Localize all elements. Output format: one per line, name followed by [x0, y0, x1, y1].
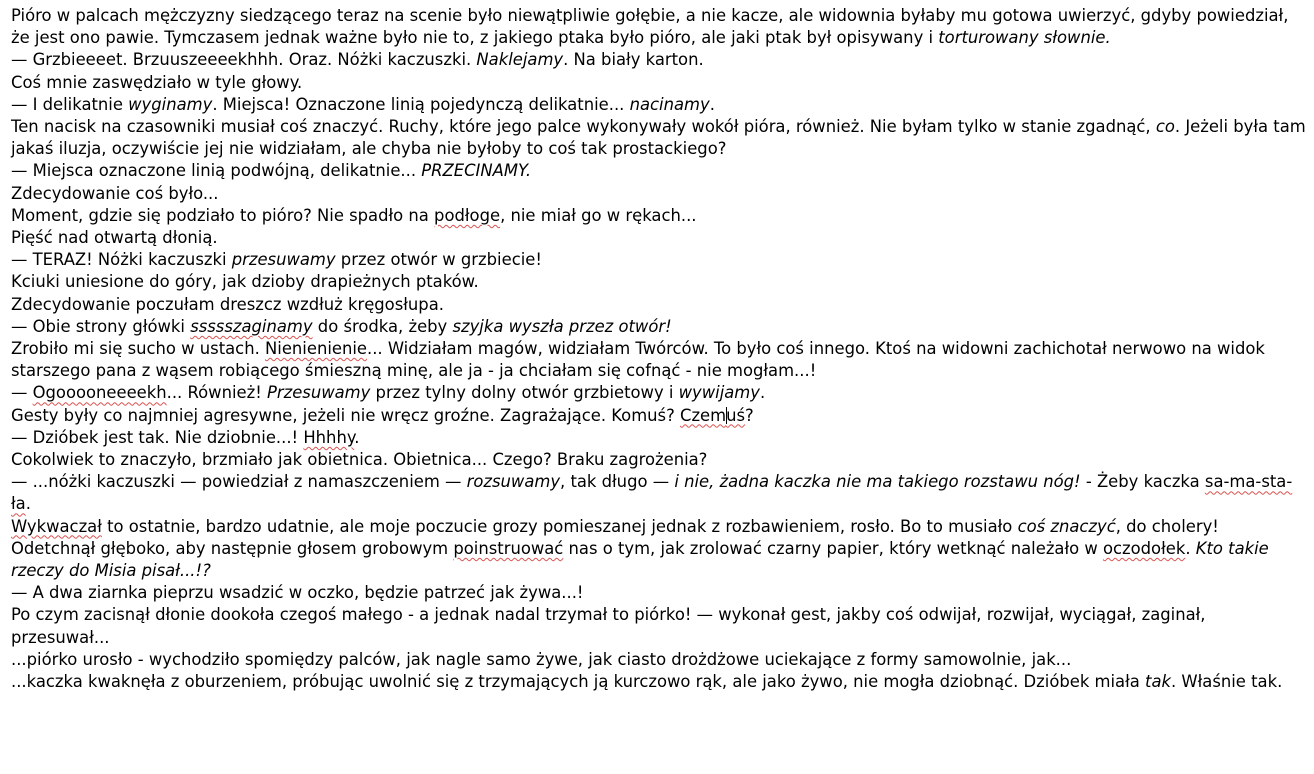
italic-text-run: szyjka wyszła przez otwór! [452, 316, 672, 336]
text-run: — Obie strony główki [11, 316, 191, 336]
text-run: ... Również! [166, 383, 267, 403]
text-run: Gesty były co najmniej agresywne, jeżeli nie wręcz groźne. Zagrażające. Komuś? [11, 405, 680, 425]
paragraph [11, 471, 1306, 515]
text-run: Cokolwiek to znaczyło, brzmiało jak obietnica. Obietnica... Czego? Braku zagrożenia? [11, 450, 708, 470]
text-run: sa-ma-sta-ła [11, 472, 1293, 514]
text-run: uś [726, 405, 746, 425]
paragraph [11, 227, 1306, 249]
text-run: Moment, gdzie się podziało to pióro? Nie spadło na [11, 205, 435, 225]
text-run: Hhhhy [303, 427, 355, 447]
text-run: — A dwa ziarnka pieprzu wsadzić w oczko, będzie patrzeć jak żywa...! [11, 583, 584, 603]
italic-text-run: coś znaczyć [1017, 516, 1116, 536]
text-run: — ...nóżki kaczuszki — powiedział z namaszczeniem — [11, 472, 467, 492]
text-run: Po czym zacisnął dłonie dookoła czegoś małego - a jednak nadal trzymał to piórko! — wykonał gest, jakby coś odwijał, rozwijał, wyciągał, zaginał, przesuwał... [11, 605, 1206, 647]
text-run: Ten nacisk na czasowniki musiał coś znaczyć. Ruchy, które jego palce wykonywały wokół pióra, również. Nie byłam tylko w stanie zgadnąć, [11, 117, 1156, 137]
text-run: . [25, 494, 31, 514]
italic-text-run: ssssszaginamy [190, 316, 313, 336]
italic-text-run: torturowany słownie. [938, 28, 1111, 48]
paragraph [11, 183, 1306, 205]
text-run: Pióro w palcach mężczyzny siedzącego teraz na scenie było niewątpliwie gołębie, a nie kacze, ale widownia byłaby mu gotowa uwierzyć, gdyby powiedział, że jest ono pawie. Tymczasem jednak ważne było nie to, z jakiego ptaka było pióro, ale jaki ptak był opisywany i [11, 6, 1289, 48]
italic-text-run: tak [1145, 672, 1171, 692]
text-run: Nienienienie [265, 339, 367, 359]
text-run: . Właśnie tak. [1171, 672, 1283, 692]
text-run: Kciuki uniesione do góry, jak dzioby drapieżnych ptaków. [11, 272, 479, 292]
paragraph [11, 427, 1306, 449]
paragraph [11, 649, 1306, 671]
italic-text-run: wyginamy [128, 94, 213, 114]
text-run: . Na biały karton. [563, 50, 704, 70]
paragraph [11, 449, 1306, 471]
paragraph [11, 5, 1306, 49]
italic-text-run: Kto takie rzeczy do Misia pisał...!? [11, 538, 1269, 581]
text-run: Zdecydowanie poczułam dreszcz wzdłuż kręgosłupa. [11, 294, 444, 314]
italic-text-run: Naklejamy [476, 50, 564, 70]
text-run: ? [745, 405, 754, 425]
text-run: — [11, 383, 33, 403]
paragraph [11, 294, 1306, 316]
italic-text-run: i nie, żadna kaczka nie ma takiego rozstawu nóg! [674, 472, 1081, 492]
text-run: — I delikatnie [11, 94, 129, 114]
text-run: oczodołek [1102, 538, 1186, 558]
text-run: do środka, żeby [312, 316, 453, 336]
text-run: - Żeby kaczka [1080, 472, 1205, 492]
text-run: podłoge [434, 205, 501, 225]
text-run: , do cholery! [1115, 516, 1219, 536]
text-run: Pięść nad otwartą dłonią. [11, 228, 218, 248]
text-run: przez tylny dolny otwór grzbietowy i [370, 383, 679, 403]
text-run: , tak długo — [560, 472, 675, 492]
text-run: Zdecydowanie coś było... [11, 183, 219, 203]
paragraph [11, 316, 1306, 338]
paragraph [11, 538, 1306, 582]
text-run: . Miejsca! Oznaczone linią pojedynczą delikatnie... [212, 94, 630, 114]
text-run: . [354, 427, 360, 447]
text-run: Czem [680, 405, 727, 425]
paragraph [11, 405, 1306, 427]
italic-text-run: rozsuwamy [466, 472, 561, 492]
paragraph [11, 338, 1306, 382]
text-run: . [709, 94, 715, 114]
paragraph [11, 49, 1306, 71]
paragraph [11, 94, 1306, 116]
text-run: — Miejsca oznaczone linią podwójną, delikatnie... [11, 161, 422, 181]
text-run: . Jeżeli była tam jakaś iluzja, oczywiście jej nie widziałam, ale chyba nie byłoby to coś tak prostackiego? [11, 117, 1306, 159]
text-run: — TERAZ! Nóżki kaczuszki [11, 250, 232, 270]
paragraph [11, 382, 1306, 404]
text-run: nas o tym, jak zrolować czarny papier, który wetknąć należało w [563, 538, 1103, 558]
text-run: . [759, 383, 766, 403]
text-run: ...kaczka kwaknęła z oburzeniem, próbując uwolnić się z trzymających ją kurczowo rąk, ale jako żywo, nie mogła dziobnąć. Dzióbek miała [11, 672, 1146, 692]
text-run: , nie miał go w rękach... [500, 205, 697, 225]
text-run: . [1185, 538, 1196, 558]
paragraph [11, 116, 1306, 160]
paragraph [11, 205, 1306, 227]
paragraph [11, 516, 1306, 538]
paragraph [11, 671, 1306, 693]
text-run: przez otwór w grzbiecie! [335, 250, 542, 270]
text-run: poinstruować [453, 538, 564, 558]
paragraph [11, 249, 1306, 271]
text-run: ...piórko urosło - wychodziło spomiędzy palców, jak nagle samo żywe, jak ciasto drożdżowe uciekające z formy samowolnie, jak... [11, 649, 1072, 669]
document-text-area[interactable] [11, 5, 1306, 693]
text-run: — Dzióbek jest tak. Nie dziobnie...! [11, 427, 304, 447]
italic-text-run: wywijamy [678, 383, 760, 403]
paragraph [11, 72, 1306, 94]
paragraph [11, 582, 1306, 604]
text-run: ... Widziałam magów, widziałam Twórców. To było coś innego. Ktoś na widowni zachichotał nerwowo na widok starszego pana z wąsem robiącego śmieszną minę, ale ja - ja chciałam się cofnąć - nie mogłam...! [11, 339, 1265, 381]
text-run: Odetchnął głęboko, aby następnie głosem grobowym [11, 538, 454, 558]
paragraph [11, 160, 1306, 182]
paragraph [11, 271, 1306, 293]
text-run: Coś mnie zaswędziało w tyle głowy. [11, 72, 303, 92]
paragraph [11, 604, 1306, 648]
text-run: — Grzbieeeet. Brzuuszeeeekhhh. Oraz. Nóżki kaczuszki. [11, 50, 477, 70]
text-run: Ogooooneeeekh [32, 383, 167, 403]
italic-text-run: przesuwamy [231, 250, 336, 270]
text-run: Wykwaczał [11, 516, 102, 536]
italic-text-run: Przesuwamy [266, 383, 371, 403]
italic-text-run: PRZECINAMY. [421, 161, 532, 181]
italic-text-run: nacinamy [629, 94, 710, 114]
italic-text-run: co [1155, 117, 1175, 137]
text-run: Zrobiło mi się sucho w ustach. [11, 339, 266, 359]
text-run: to ostatnie, bardzo udatnie, ale moje poczucie grozy pomieszanej jednak z rozbawieniem, rosło. Bo to musiało [101, 516, 1018, 536]
